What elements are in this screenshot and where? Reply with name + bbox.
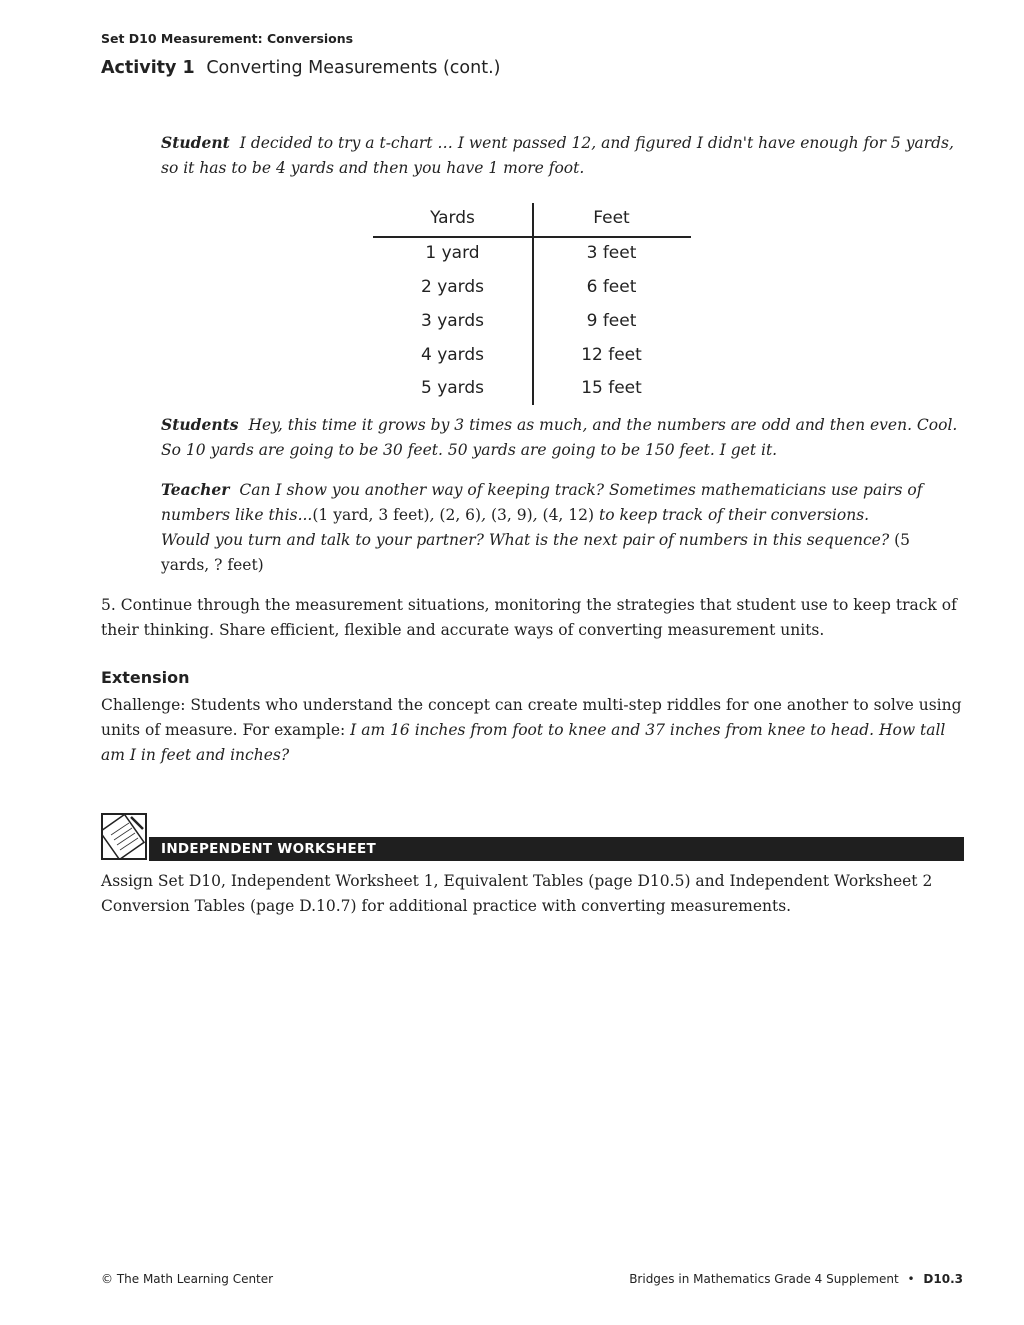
independent-worksheet-title: INDEPENDENT WORKSHEET <box>161 841 376 857</box>
teacher-speaker: Teacher <box>161 480 230 499</box>
students-dialog <box>161 412 963 463</box>
footer-copyright: © The Math Learning Center <box>101 1272 274 1286</box>
page-number: D10.3 <box>923 1272 963 1286</box>
activity-title: Converting Measurements (cont.) <box>206 58 501 78</box>
activity-header <box>101 58 500 78</box>
teacher-text-3: Would you turn and talk to your partner? What is the next pair of numbers in this sequence? <box>161 531 890 549</box>
students-speaker: Students <box>161 415 239 434</box>
t-chart-cell: 6 feet <box>586 277 637 297</box>
t-chart-cell: 5 yards <box>420 378 485 398</box>
number-pair: (5 yards, ? feet) <box>161 531 910 574</box>
number-pair: (3, 9) <box>490 506 533 524</box>
activity-label: Activity 1 <box>101 58 195 78</box>
number-pair: (2, 6) <box>439 506 482 524</box>
set-header: Set D10 Measurement: Conversions <box>101 31 354 46</box>
student-dialog <box>161 130 963 181</box>
footer-book-title: Bridges in Mathematics Grade 4 Supplement <box>629 1272 899 1286</box>
extension-lead: Challenge: Students who understand the concept can create multi-step riddles for one another to solve using units of measure. For example: <box>101 696 962 739</box>
step-5: 5. Continue through the measurement situations, monitoring the strategies that student use to keep track of their thinking. Share efficient, flexible and accurate ways of converting measurement units. <box>101 596 957 639</box>
teacher-text-1: Can I show you another way of keeping track? Sometimes mathematicians use pairs of numbers like this... <box>161 481 923 524</box>
comma: , <box>429 506 435 524</box>
extension-heading: Extension <box>101 668 190 687</box>
extension-body <box>101 693 963 768</box>
t-chart-cell: 15 feet <box>581 378 642 398</box>
t-chart-cell: 2 yards <box>420 277 485 297</box>
extension-example: I am 16 inches from foot to knee and 37 inches from knee to head. How tall am I in feet and inches? <box>101 721 946 764</box>
student-text: I decided to try a t-chart … I went passed 12, and figured I didn't have enough for 5 yards, so it has to be 4 yards and then you have 1 more foot. <box>161 134 954 177</box>
students-text: Hey, this time it grows by 3 times as much, and the numbers are odd and then even. Cool. So 10 yards are going to be 30 feet. 50 yards are going to be 150 feet. I get it. <box>161 416 958 459</box>
t-chart <box>373 203 691 405</box>
comma: , <box>481 506 487 524</box>
t-chart-cell: 9 feet <box>586 311 637 331</box>
footer-bullet: • <box>907 1272 915 1286</box>
comma: , <box>532 506 538 524</box>
worksheet-icon <box>101 813 147 860</box>
t-chart-header-feet: Feet <box>593 208 630 228</box>
t-chart-horizontal-line <box>373 236 691 238</box>
t-chart-vertical-line <box>532 203 534 405</box>
teacher-text-2: to keep track of their conversions. <box>599 506 870 524</box>
number-pair: (1 yard, 3 feet) <box>312 506 430 524</box>
t-chart-cell: 4 yards <box>420 345 485 365</box>
independent-worksheet-body: Assign Set D10, Independent Worksheet 1, Equivalent Tables (page D10.5) and Independent Worksheet 2 Conversion Tables (page D.10.7) for additional practice with converting measurements. <box>101 872 933 915</box>
t-chart-cell: 12 feet <box>581 345 642 365</box>
teacher-dialog <box>161 477 963 578</box>
footer-book <box>629 1272 963 1286</box>
t-chart-header-yards: Yards <box>430 208 475 228</box>
t-chart-cell: 1 yard <box>425 243 480 263</box>
t-chart-cell: 3 yards <box>420 311 485 331</box>
t-chart-cell: 3 feet <box>586 243 637 263</box>
student-speaker: Student <box>161 133 230 152</box>
independent-worksheet-banner <box>149 837 964 861</box>
number-pair: (4, 12) <box>542 506 595 524</box>
